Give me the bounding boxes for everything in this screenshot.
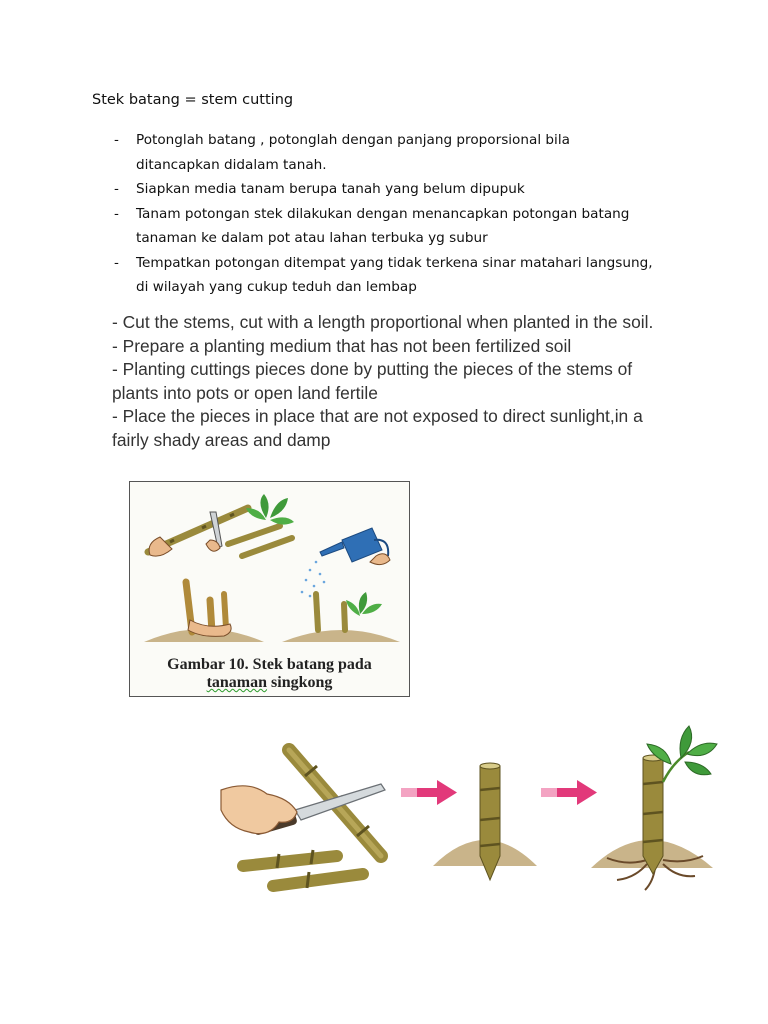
translation-line: - Place the pieces in place that are not exposed to direct sunlight,in a (112, 406, 643, 426)
watering-can-icon (320, 528, 390, 565)
step-line: tanaman ke dalam pot atau lahan terbuka yg subur (136, 230, 488, 246)
arrow-right-icon (401, 780, 457, 805)
planted-stem-icon (643, 755, 663, 874)
translation-line: - Planting cuttings pieces done by putting the pieces of the stems of (112, 359, 633, 379)
stem-cutting-icon (242, 538, 292, 556)
leaf-icon (246, 494, 294, 525)
list-item (114, 202, 714, 251)
stem-cutting-icon (243, 850, 363, 888)
figure-caption-line2 (130, 673, 409, 692)
stem-cutting-icon (228, 526, 280, 544)
english-translation (112, 311, 692, 452)
translation-line: fairly shady areas and damp (112, 429, 331, 450)
caption-rest: singkong (267, 674, 333, 691)
list-item (114, 177, 714, 202)
arrow-right-icon (541, 780, 597, 805)
step-line: ditancapkan didalam tanah. (136, 156, 327, 173)
sprouting-plant-icon (346, 592, 382, 616)
list-item (114, 251, 714, 300)
step-line: di wilayah yang cukup teduh dan lembap (136, 279, 417, 295)
soil-icon (282, 630, 400, 642)
translation-line: - Cut the stems, cut with a length proportional when planted in the soil. (112, 312, 654, 332)
step-line: Tanam potongan stek dilakukan dengan menancapkan potongan batang (136, 205, 630, 222)
planted-stem-icon (316, 594, 345, 630)
list-dash: - (114, 205, 119, 222)
indonesian-steps-list (114, 128, 714, 300)
figure-caption-line1: Gambar 10. Stek batang pada (167, 656, 372, 673)
step-line: Siapkan media tanam berupa tanah yang belum dipupuk (136, 181, 525, 197)
step-line: Potonglah batang , potonglah dengan panjang proporsional bila (136, 132, 570, 148)
list-item (114, 128, 714, 177)
list-dash: - (114, 254, 119, 271)
stem-cutting-sequence-figure (215, 718, 725, 898)
caption-underlined-word: tanaman (206, 674, 268, 691)
step-line: Tempatkan potongan ditempat yang tidak terkena sinar matahari langsung, (136, 254, 653, 271)
list-dash: - (114, 181, 119, 197)
translation-line: - Prepare a planting medium that has not been fertilized soil (112, 335, 572, 356)
translation-line: plants into pots or open land fertile (112, 382, 378, 403)
planted-stem-icon (480, 763, 500, 880)
list-dash: - (114, 132, 119, 148)
figure-cassava-stem-cutting (129, 481, 410, 697)
water-drops-icon (301, 561, 326, 598)
page-title: Stek batang = stem cutting (92, 92, 294, 108)
